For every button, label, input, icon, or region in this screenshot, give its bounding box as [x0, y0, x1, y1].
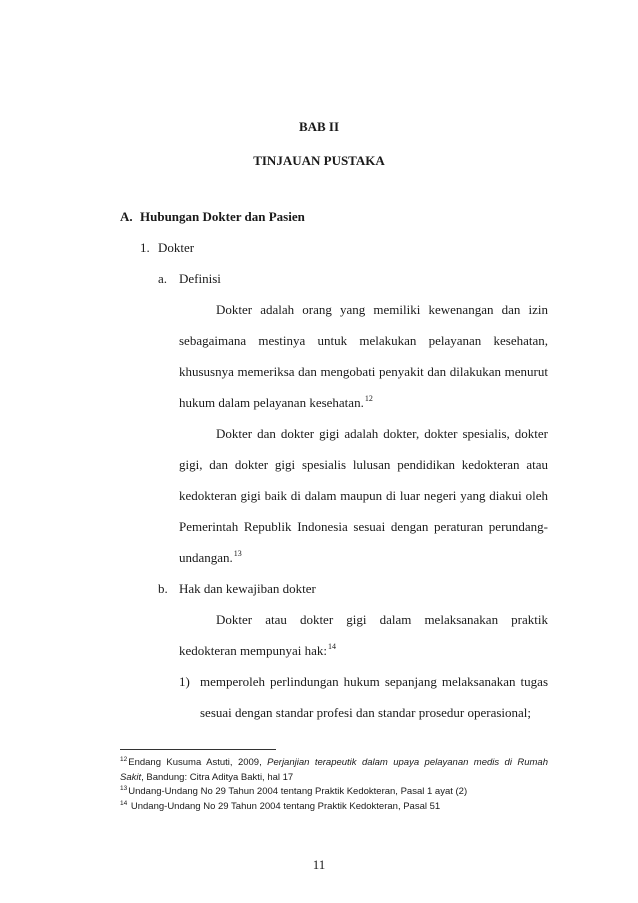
definisi-p2-line4: Pemerintah Republik Indonesia sesuai dengan peraturan perundang- — [179, 519, 548, 534]
definisi-p2-line5-text: undangan. — [179, 550, 233, 565]
definisi-p2-line5 — [179, 550, 242, 566]
footnote-separator — [120, 749, 276, 750]
definisi-p1-line4-text: hukum dalam pelayanan kesehatan. — [179, 395, 364, 410]
footnote-12-title: Perjanjian terapeutik dalam upaya pelayanan medis di Rumah — [267, 757, 548, 768]
sub-a-title: Definisi — [179, 271, 221, 286]
chapter-title: TINJAUAN PUSTAKA — [253, 153, 385, 168]
sub-b-title: Hak dan kewajiban dokter — [179, 581, 316, 596]
footnote-13-number: 13 — [120, 785, 128, 792]
footnote-12-publisher: , Bandung: Citra Aditya Bakti, hal 17 — [141, 772, 294, 783]
footnote-ref-14[interactable]: 14 — [328, 642, 337, 651]
definisi-p2-line2: gigi, dan dokter gigi spesialis lulusan pendidikan kedokteran atau — [179, 457, 548, 472]
footnote-ref-12[interactable]: 12 — [364, 394, 373, 403]
footnote-14-text: Undang-Undang No 29 Tahun 2004 tentang Praktik Kedokteran, Pasal 51 — [130, 801, 441, 812]
footnote-12-number: 12 — [120, 756, 128, 763]
item-1-title: Dokter — [158, 240, 195, 255]
hak-p1-line2 — [179, 643, 336, 659]
definisi-p1-line2: sebagaimana mestinya untuk melakukan pelayanan kesehatan, — [179, 333, 548, 348]
footnote-14-number: 14 — [120, 800, 128, 807]
footnote-13-text: Undang-Undang No 29 Tahun 2004 tentang Praktik Kedokteran, Pasal 1 ayat (2) — [128, 786, 468, 797]
section-a-marker: A. — [120, 209, 133, 224]
footnote-13 — [120, 786, 467, 797]
section-a-title: Hubungan Dokter dan Pasien — [140, 209, 305, 224]
definisi-p1-line3: khususnya memeriksa dan mengobati penyakit dan dilakukan menurut — [179, 364, 548, 379]
sub-b-marker: b. — [158, 581, 168, 596]
definisi-p1-line1: Dokter adalah orang yang memiliki kewenangan dan izin — [216, 302, 548, 317]
footnote-12-title-end: Sakit — [120, 772, 142, 783]
footnote-12-line1 — [120, 757, 548, 768]
hak-list-item-line2: sesuai dengan standar profesi dan standar prosedur operasional; — [200, 705, 532, 720]
sub-a-marker: a. — [158, 271, 168, 286]
hak-list-item-line1: memperoleh perlindungan hukum sepanjang melaksanakan tugas — [200, 674, 548, 689]
footnote-12-line2 — [120, 772, 293, 783]
definisi-p1-line4 — [179, 395, 373, 411]
item-1-marker: 1. — [140, 240, 150, 255]
footnote-12-author: Endang Kusuma Astuti, 2009, — [128, 757, 268, 768]
page-number: 11 — [312, 857, 326, 872]
footnote-ref-13[interactable]: 13 — [233, 549, 242, 558]
hak-list-marker: 1) — [179, 674, 190, 689]
hak-p1-line2-text: kedokteran mempunyai hak: — [179, 643, 328, 658]
chapter-number: BAB II — [298, 119, 340, 134]
hak-p1-line1: Dokter atau dokter gigi dalam melaksanakan praktik — [216, 612, 548, 627]
definisi-p2-line1: Dokter dan dokter gigi adalah dokter, dokter spesialis, dokter — [216, 426, 548, 441]
definisi-p2-line3: kedokteran gigi baik di dalam maupun di luar negeri yang diakui oleh — [179, 488, 548, 503]
footnote-14 — [120, 801, 440, 812]
